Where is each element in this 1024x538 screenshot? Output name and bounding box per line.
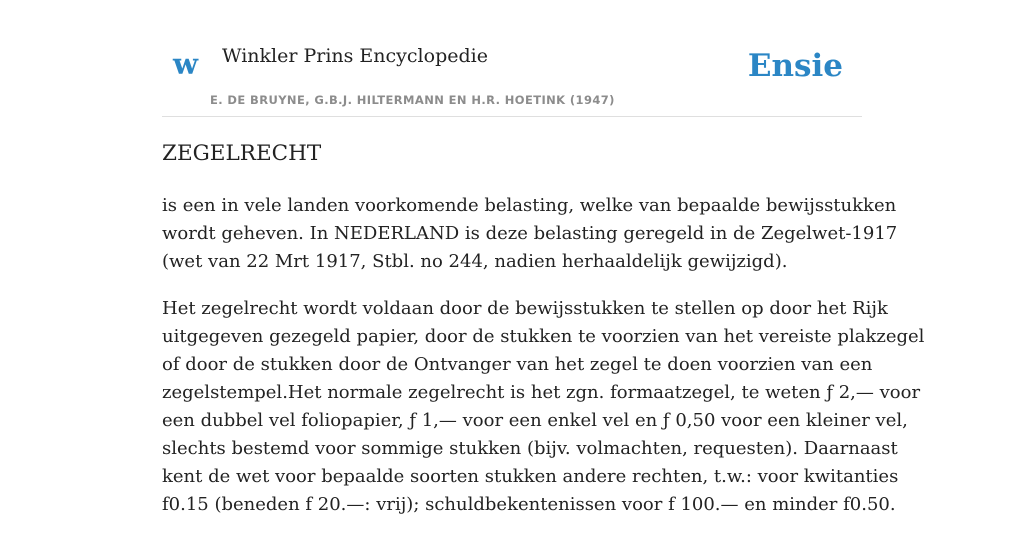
paragraph-line: (wet van 22 Mrt 1917, Stbl. no 244, nadien herhaaldelijk gewijzigd). [162,251,788,272]
paragraph-line: Het zegelrecht wordt voldaan door de bewijsstukken te stellen op door het Rijk [162,298,888,319]
paragraph-line: uitgegeven gezegeld papier, door de stukken te voorzien van het vereiste plakzegel [162,326,925,347]
paragraph-line: of door de stukken door de Ontvanger van het zegel te doen voorzien van een [162,354,873,375]
article-paragraph [162,192,898,276]
article-headword: ZEGELRECHT [162,141,322,166]
encyclopedia-page [162,0,925,515]
paragraph-line: wordt geheven. In NEDERLAND is deze belasting geregeld in de Zegelwet-1917 [162,223,898,244]
brand-logo[interactable]: Ensie [747,48,843,84]
site-logo[interactable]: w [173,47,198,81]
authors-byline: E. DE BRUYNE, G.B.J. HILTERMANN EN H.R. HOETINK (1947) [210,93,615,107]
paragraph-line: is een in vele landen voorkomende belasting, welke van bepaalde bewijsstukken [162,195,897,216]
paragraph-line: f0.15 (beneden f 20.—: vrij); schuldbekentenissen voor f 100.— en minder f0.50. [162,494,896,515]
article-body [162,192,925,538]
paragraph-line: zegelstempel.Het normale zegelrecht is het zgn. formaatzegel, te weten ƒ 2,— voor [162,382,921,403]
paragraph-line: een dubbel vel foliopapier, ƒ 1,— voor een enkel vel en ƒ 0,50 voor een kleiner vel, [162,410,908,431]
site-header [162,0,862,117]
encyclopedia-title[interactable]: Winkler Prins Encyclopedie [222,45,488,67]
article-paragraph [162,295,925,519]
paragraph-line: kent de wet voor bepaalde soorten stukken andere rechten, t.w.: voor kwitanties [162,466,899,487]
paragraph-line: slechts bestemd voor sommige stukken (bijv. volmachten, requesten). Daarnaast [162,438,898,459]
